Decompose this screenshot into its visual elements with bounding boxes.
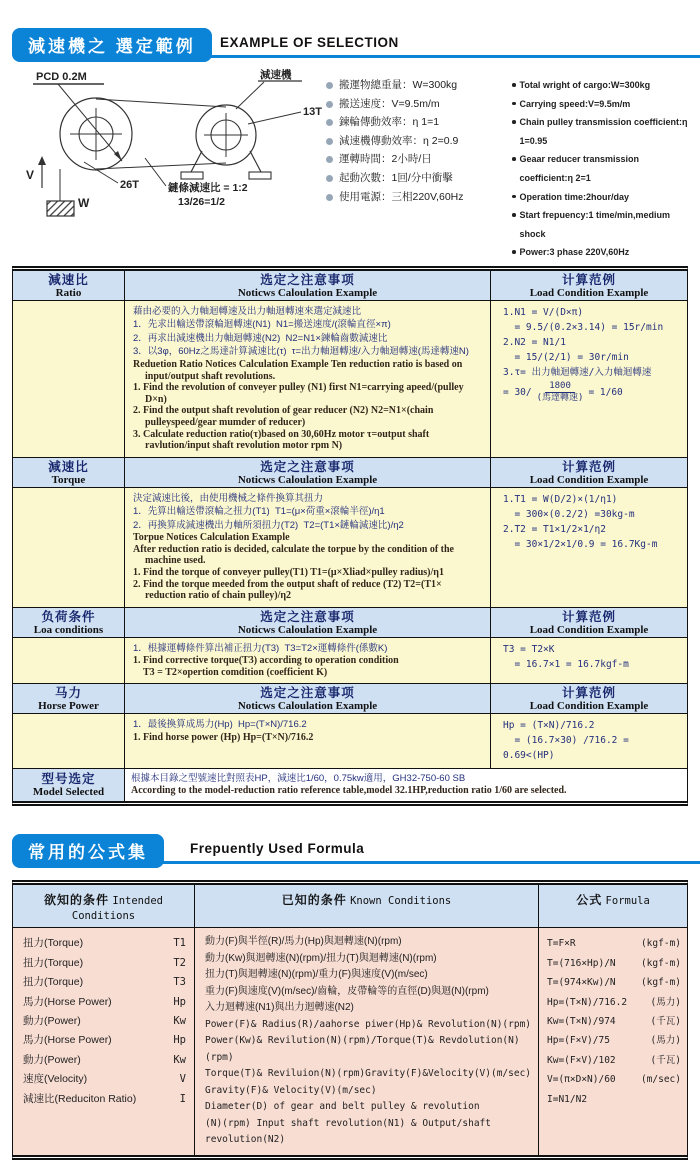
bullet-icon [326, 82, 333, 89]
notices-header-en: Noticws Caloulation Example [237, 286, 378, 299]
formula-text: V=(π×D×N)/60 [547, 1074, 616, 1086]
notice-line: 3. Calculate reduction ratio(τ)based on 30,60Hz motor τ=output shaft ravlution/input shaft revolution motor rpm N) [133, 428, 432, 452]
col-header-en: Formula [605, 895, 650, 908]
known-line: Power(F)& Radius(R)/aahorse piwer(Hp)& Revolution(N)(rpm) [205, 1018, 532, 1030]
label-spacer [13, 714, 125, 768]
frac-prefix: = 30/ [503, 386, 532, 398]
spec-text: 使用電源：三相220V,60Hz [339, 190, 464, 203]
bullet-icon [326, 119, 333, 126]
frac-suffix: = 1/60 [588, 386, 623, 398]
intended-row [23, 993, 186, 1012]
notice-line: 2. Find the torque meeded from the output shaft of reduce (T2) T2=(T1× reduction ratio of chain pulley)/η2 [133, 578, 445, 602]
intended-label: 扭力(Torque) [23, 937, 84, 950]
calc-header-en: Load Condition Example [529, 473, 649, 486]
intended-row [23, 1012, 186, 1031]
calc-line: 1.N1 = V/(D×π) [503, 306, 584, 318]
bullet-icon [326, 101, 333, 108]
row-label-zh: 负荷条件 [41, 609, 96, 624]
spec-item-en [512, 150, 694, 187]
header-rule [162, 861, 700, 864]
notice-line: 3．以3φ，60Hz之馬達計算減速比(τ) τ=出力軸迴轉速/入力軸迴轉速(馬達轉速N) [133, 346, 469, 358]
row-label-torque [13, 458, 125, 488]
frac-denominator: (馬達轉速) [536, 392, 584, 403]
notice-line: 1．先算出輸送帶滾輪之扭力(T1) T1=(μ×荷重×滾輪半徑)/η1 [133, 506, 385, 518]
table-row-horse-power [13, 683, 687, 768]
formula-row [547, 1051, 681, 1070]
notices-header [125, 684, 491, 714]
formula-row [547, 1090, 681, 1109]
known-conditions-column [195, 928, 539, 1155]
notice-line: 1．先求出輸送帶滾輪迴轉速(N1) N1=搬送速度/(滾輪直徑×π) [133, 319, 391, 331]
calc-fraction-line [499, 381, 681, 404]
spec-item-zh [326, 169, 512, 188]
notices-header [125, 458, 491, 488]
formula-unit: (kgf-m) [640, 977, 681, 989]
spec-item-en [512, 76, 694, 95]
notice-line: After reduction ratio is decided, calculate the torpue by the condition of the machine used. [133, 543, 457, 567]
spec-text: 搬運物總重量：W=300kg [339, 79, 458, 91]
calc-header-zh: 计算范例 [561, 609, 616, 624]
notice-line: 2. Find the output shaft revolution of gear reducer (N2) N2=N1×(chain pulleyspeed/gear mumder of reducer) [133, 405, 436, 428]
spec-item-en [512, 113, 694, 150]
notice-line: 藉由必要的入力軸迴轉速及出力軸迴轉速來選定減速比 [133, 305, 362, 317]
intended-label: 減速比(Reduciton Ratio) [23, 1092, 137, 1105]
intended-label: 馬力(Horse Power) [23, 995, 112, 1008]
table-row-load-conditions [13, 607, 687, 684]
pulley-diagram [8, 66, 326, 218]
known-line: 重力(F)與速度(V)(m/sec)/齒輪，皮帶輪等的直徑(D)與迴(N)(rpm) [205, 985, 489, 997]
calc-line: = 9.5/(0.2×3.14) = 15r/min [503, 321, 664, 333]
formula-row [547, 1012, 681, 1031]
col-header-zh: 已知的条件 [281, 893, 347, 908]
row-label-en: Horse Power [38, 700, 99, 713]
col-header-zh: 公式 [576, 893, 603, 908]
calc-header-en: Load Condition Example [529, 286, 649, 299]
intended-symbol: V [179, 1073, 186, 1086]
formula-text: Hp=(F×V)/75 [547, 1035, 610, 1047]
chain-ratio-line1: 鏈條減速比 = 1:2 [168, 182, 248, 194]
notices-cell [125, 638, 491, 684]
spec-item-zh [326, 95, 512, 114]
notice-line: T3 = T2×opertion comdition (coefficient K) [133, 666, 328, 678]
formula-unit: (千瓦) [650, 1016, 681, 1028]
section-header-example-of-selection [12, 28, 690, 60]
intended-row [23, 1070, 186, 1089]
row-label-zh: 型号选定 [41, 772, 96, 787]
bullet-icon [512, 83, 516, 87]
col-header-formula [539, 885, 687, 927]
intended-symbol: Kw [173, 1053, 186, 1066]
spec-text: 運轉時間：2小時/日 [339, 153, 432, 166]
teeth-26t-label: 26T [120, 179, 139, 191]
notices-header-zh: 选定之注意事项 [260, 272, 355, 287]
intended-label: 速度(Velocity) [23, 1073, 88, 1086]
row-label-zh: 減速比 [48, 272, 89, 287]
spec-text: Power:3 phase 220V,60Hz [519, 247, 630, 258]
calc-header-zh: 计算范例 [561, 686, 616, 701]
bullet-icon [512, 157, 516, 161]
intended-symbol: Hp [173, 1034, 186, 1047]
spec-text: Start frepuency:1 time/min,medium shock [519, 210, 671, 239]
notices-header-zh: 选定之注意事项 [260, 609, 355, 624]
calc-line: T3 = T2×K [503, 643, 555, 655]
col-header-en: Known Conditions [350, 895, 452, 908]
notice-line: Reduetion Ratio Notices Calculation Example Ten reduction ratio is based on input/output shaft revolutions. [133, 358, 465, 382]
formula-text: Kw=(F×V)/102 [547, 1054, 616, 1066]
calc-cell [491, 301, 687, 457]
spec-text: Total wright of cargo:W=300kg [519, 80, 651, 90]
intended-conditions-column [13, 928, 195, 1155]
known-line: Power(Kw)& Revilution(N)(rpm)/Torque(T)& Revdolution(N)(rpm) [205, 1035, 520, 1063]
model-line-zh: 根據本目錄之型號速比對照表HP，減速比1/60，0.75kw適用，GH32-750-60 SB [131, 773, 466, 785]
row-label-horse-power [13, 684, 125, 714]
row-label-en: Model Selected [32, 786, 105, 799]
formula-text: Kw=(T×N)/974 [547, 1016, 616, 1028]
intended-symbol: Kw [173, 1015, 186, 1028]
spec-item-zh [326, 150, 512, 169]
frac-numerator: 1800 [545, 381, 575, 393]
model-line-en: According to the model-reduction ratio reference table,model 32.1HP,reduction ratio 1/60 are selected. [131, 785, 567, 797]
selection-example-table [12, 266, 688, 807]
formula-text: Hp=(T×N)/716.2 [547, 996, 628, 1008]
section-title-en: EXAMPLE OF SELECTION [220, 35, 399, 50]
intended-symbol: T3 [173, 976, 186, 989]
weight-label: W [78, 196, 90, 210]
known-line: (N)(rpm) Input shaft revolution(N1) & Output/shaft revolution(N2) [205, 1117, 491, 1146]
row-label-en: Torque [51, 473, 86, 486]
col-header-en: Intended Conditions [71, 895, 163, 923]
formula-table-body [13, 928, 687, 1155]
header-rule [162, 55, 700, 58]
bullet-icon [512, 195, 516, 199]
formula-unit: (馬力) [650, 1035, 681, 1047]
notice-line: 1. Find horse power (Hp) Hp=(T×N)/716.2 [133, 731, 314, 743]
calc-line: Hp = (T×N)/716.2 [503, 720, 595, 732]
spec-item-zh [326, 76, 512, 95]
notices-cell [125, 488, 491, 607]
spec-text: Geaar reducer transmission coefficient:η 2=1 [519, 154, 640, 183]
spec-bullets [326, 66, 694, 262]
notices-header-zh: 选定之注意事项 [260, 686, 355, 701]
section-title-badge-zh: 減速機之 選定範例 [12, 28, 212, 62]
spec-item-en [512, 243, 694, 262]
notice-line: 2．再換算成減速機出力軸所須扭力(T2) T2=(T1×鏈輪減速比)/η2 [133, 519, 404, 531]
intended-row [23, 1090, 186, 1109]
intended-label: 動力(Power) [23, 1053, 81, 1066]
notice-line: 決定減速比後，由使用機械之條件換算其扭力 [133, 492, 324, 504]
calc-line: 3.τ= 出力軸迴轉速/入力軸迴轉速 [503, 366, 652, 378]
intended-symbol: Hp [173, 995, 186, 1008]
notices-cell [125, 714, 491, 768]
col-header-zh: 欲知的条件 [44, 893, 110, 908]
intended-label: 動力(Power) [23, 1015, 81, 1028]
spec-text: 搬送速度：V=9.5m/m [339, 97, 440, 110]
calc-line: 1.T1 = W(D/2)×(1/η1) [503, 493, 618, 505]
calc-line: = 15/(2/1) = 30r/min [503, 351, 629, 363]
intended-row [23, 934, 186, 953]
formula-table-header [13, 885, 687, 928]
chain-ratio-line2: 13/26=1/2 [178, 196, 226, 208]
label-spacer [13, 488, 125, 607]
spec-item-zh [326, 113, 512, 132]
spec-list-zh [326, 76, 512, 262]
formula-unit: (kgf-m) [640, 957, 681, 969]
formula-text: I=N1/N2 [547, 1093, 588, 1105]
known-line: 動力(Kw)與迴轉速(N)(rpm)/扭力(T)與迴轉速(N)(rpm) [205, 952, 437, 964]
formula-text: T=F×R [547, 938, 576, 950]
bullet-icon [326, 194, 333, 201]
intended-row [23, 1051, 186, 1070]
formula-text: T=(974×Kw)/N [547, 977, 616, 989]
known-line: 扭力(T)與迴轉速(N)(rpm)/重力(F)與速度(V)(m/sec) [205, 969, 428, 981]
formula-row [547, 1070, 681, 1089]
known-line: Torque(T)& Reviluion(N)(rpm)Gravity(F)&Velocity(V)(m/sec) [205, 1068, 532, 1080]
spec-text: Chain pulley transmission coefficient:η 1=0.95 [519, 117, 688, 146]
calc-line: 2.T2 = T1×1/2×1/η2 [503, 523, 606, 535]
calc-header [491, 458, 687, 488]
calc-header [491, 271, 687, 301]
formula-row [547, 934, 681, 953]
spec-text: 減速機傳動效率：η 2=0.9 [339, 134, 459, 147]
spec-item-en [512, 95, 694, 114]
calc-cell [491, 488, 687, 607]
row-label-zh: 減速比 [48, 459, 89, 474]
spec-text: 鍊輪傳動效率：η 1=1 [339, 116, 440, 129]
bullet-icon [512, 250, 516, 254]
notice-line: 1．根據運轉條件算出補正扭力(T3) T3=T2×運轉條件(係數K) [133, 642, 388, 654]
calc-header-en: Load Condition Example [529, 700, 649, 713]
intended-row [23, 954, 186, 973]
intended-symbol: T1 [173, 937, 186, 950]
calc-line: = 16.7×1 = 16.7kgf-m [503, 658, 629, 670]
spec-text: 起動次數：1回/分中衝擊 [339, 171, 453, 184]
known-line: 入力迴轉速(N1)與出力迴轉速(N2) [205, 1002, 354, 1014]
col-header-intended [13, 885, 195, 927]
catalog-page [0, 28, 700, 1146]
fraction [537, 381, 584, 404]
formula-unit: (馬力) [650, 996, 681, 1008]
table-row-ratio [13, 271, 687, 457]
notice-line: 1. Find the torque of conveyer pulley(T1) T1=(μ×Xliad×pulley radius)/η1 [133, 566, 444, 578]
notice-line: 1．最後換算成馬力(Hp) Hp=(T×N)/716.2 [133, 719, 307, 731]
spec-text: Operation time:2hour/day [519, 191, 630, 202]
intended-symbol: T2 [173, 956, 186, 969]
calc-header-zh: 计算范例 [561, 459, 616, 474]
formula-row [547, 993, 681, 1012]
notice-line: 2．再求出減速機出力軸迴轉速(N2) N2=N1×鍊輪齒數減速比 [133, 332, 388, 344]
table-row-model-selected [13, 768, 687, 801]
spec-item-en [512, 188, 694, 207]
notices-header-en: Noticws Caloulation Example [237, 700, 378, 713]
section-title-badge-zh: 常用的公式集 [12, 834, 164, 868]
formula-column [539, 928, 687, 1155]
pcd-label: PCD 0.2M [36, 71, 87, 83]
spec-item-zh [326, 132, 512, 151]
row-label-load [13, 608, 125, 638]
section-title-en: Frepuently Used Formula [190, 841, 365, 857]
col-header-known [195, 885, 539, 927]
notice-line: Torpue Notices Calculation Example [133, 532, 290, 544]
formula-unit: (kgf-m) [640, 938, 681, 950]
label-spacer [13, 301, 125, 457]
selection-example-top [8, 66, 694, 262]
formula-table [12, 880, 688, 1160]
section-header-frequently-used-formula [12, 834, 690, 866]
calc-header-zh: 计算范例 [561, 272, 616, 287]
bullet-icon [512, 213, 516, 217]
velocity-label: V [26, 168, 35, 182]
formula-unit: (m/sec) [640, 1074, 681, 1086]
calc-header [491, 684, 687, 714]
teeth-13t-label: 13T [303, 106, 322, 118]
reducer-label: 減速機 [260, 69, 292, 81]
bullet-icon [326, 175, 333, 182]
bullet-icon [512, 102, 516, 106]
known-line: Diameter(D) of gear and belt pulley & revolution [205, 1101, 480, 1113]
notices-header [125, 271, 491, 301]
calc-header-en: Load Condition Example [529, 623, 649, 636]
bullet-icon [326, 138, 333, 145]
weight-block [47, 201, 74, 216]
notices-header [125, 608, 491, 638]
bullet-icon [512, 120, 516, 124]
notices-header-en: Noticws Caloulation Example [237, 473, 378, 486]
spec-item-en [512, 206, 694, 243]
row-label-model-selected [13, 769, 125, 801]
calc-line: 2.N2 = N1/1 [503, 336, 566, 348]
row-label-ratio [13, 271, 125, 301]
intended-label: 馬力(Horse Power) [23, 1034, 112, 1047]
formula-row [547, 1031, 681, 1050]
intended-row [23, 1031, 186, 1050]
formula-unit: (千瓦) [650, 1054, 681, 1066]
intended-label: 扭力(Torque) [23, 956, 84, 969]
notices-header-en: Noticws Caloulation Example [237, 623, 378, 636]
formula-row [547, 973, 681, 992]
calc-cell [491, 714, 687, 768]
notices-cell [125, 301, 491, 457]
bullet-icon [326, 156, 333, 163]
notice-line: 1. Find the revolution of conveyer pulley (N1) first N1=carrying apeed/(pulley D×n) [133, 382, 467, 405]
model-selected-cell [125, 769, 687, 801]
notice-line: 1. Find corrective torque(T3) according to operation condition [133, 655, 399, 667]
spec-text: Carrying speed:V=9.5m/m [519, 98, 631, 109]
known-line: 動力(F)與半徑(R)/馬力(Hp)與迴轉速(N)(rpm) [205, 936, 402, 948]
spec-list-en [512, 76, 694, 262]
intended-symbol: I [179, 1092, 186, 1105]
formula-text: T=(716×Hp)/N [547, 957, 616, 969]
notices-header-zh: 选定之注意事项 [260, 459, 355, 474]
row-label-zh: 马力 [54, 686, 82, 701]
calc-cell [491, 638, 687, 684]
formula-row [547, 954, 681, 973]
label-spacer [13, 638, 125, 684]
row-label-en: Loa conditions [33, 623, 104, 636]
calc-header [491, 608, 687, 638]
intended-row [23, 973, 186, 992]
table-row-torque [13, 457, 687, 607]
known-line: Gravity(F)& Velocity(V)(m/sec) [205, 1084, 377, 1096]
calc-line: = 300×(0.2/2) =30kg-m [503, 508, 635, 520]
calc-line: = 30×1/2×1/0.9 = 16.7Kg-m [503, 538, 658, 550]
row-label-en: Ratio [55, 286, 82, 299]
calc-line: = (16.7×30) /716.2 = 0.69<(HP) [503, 735, 635, 762]
intended-label: 扭力(Torque) [23, 976, 84, 989]
spec-item-zh [326, 188, 512, 207]
